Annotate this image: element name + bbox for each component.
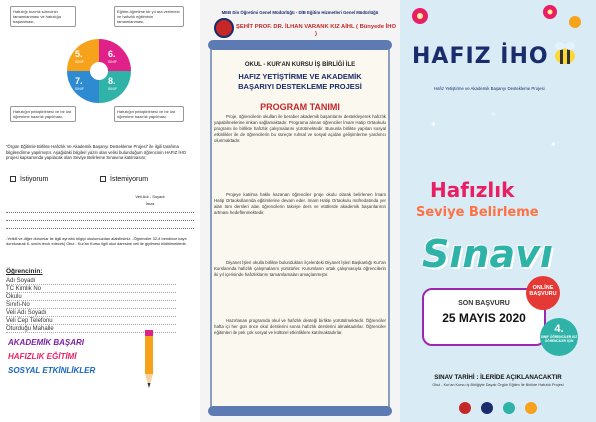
label-hafizlik: HAFIZLIK EĞİTİMİ <box>8 352 77 361</box>
info-box-7: Hafızlığın pekiştirilmesi ve bir üst öğrenime hazırlık yapılması, <box>10 106 76 122</box>
online-badge: ONLİNE BAŞVURU <box>526 276 560 310</box>
school-logo-icon <box>214 18 234 38</box>
divider <box>6 212 194 213</box>
grade-badge <box>540 318 578 356</box>
grade-7: 7. <box>75 76 83 86</box>
headline-hafizlik: Hafızlık <box>430 178 515 202</box>
signature-label: İmza <box>145 201 155 206</box>
school-name: ŞEHİT PROF. DR. İLHAN VARANK KIZ AİHL ( Bünyede İHO ) <box>236 24 396 37</box>
school-logo-icon <box>503 402 515 414</box>
grade-infographic <box>4 6 194 136</box>
grade-8: 8. <box>108 76 116 86</box>
bee-icon <box>550 40 580 68</box>
footer-text: Okul - Kur'an Kursu İş Birliğiyle Dayalı Örgün Eğitim İle Birlikte Hafızlık Projesi <box>432 383 564 387</box>
choice-yes-label: İstiyorum <box>20 176 49 183</box>
paragraph-2: Projeye katılma hakkı kazanan öğrenciler proje okulu olarak belirlenen İmam Hatip Ortaokullarında eğitimlerine devam eder. İmam Hatip Ortaokulu müfredatında yer alan tüm dersleri alan öğrencilerin takviye ders ve etütlerde akademik başarılarının artması hedeflenmektedir. <box>214 192 386 215</box>
cover-panel <box>400 0 596 422</box>
grade-note: SINIF ÖĞRENCİLER KIZ ÖĞRENCİLER İÇİN <box>540 335 578 343</box>
choice-yes[interactable] <box>10 176 48 183</box>
form-field-parent[interactable]: Veli Adı Soyadı <box>6 310 176 317</box>
form-field-class[interactable]: Sınıfı-No <box>6 302 176 309</box>
left-panel <box>0 0 200 422</box>
hafiz-iho-logo: HAFIZ İHO <box>412 44 549 69</box>
tagline: Hafız Yetiştirme ve Akademik Başarıyı Destekleme Projesi <box>434 86 545 91</box>
form-field-school[interactable]: Okulu <box>6 294 176 301</box>
grade-5: 5. <box>75 49 83 59</box>
grade-word-5: SINIF <box>75 60 84 64</box>
info-note: -Yetkili ve diğer durumlar ile ilgili ayrıntılı bilgiyi okulumuzdan alabilirsiniz. -Öğrenciler 32-4 bendince kayıt dondurarak 6. sınıfa terch edecek) Okul - Kur'an Kursu ilgili okul daresine veli ile giyilmesi bildirilmektedir. <box>6 236 187 246</box>
meb-logo-icon <box>459 402 471 414</box>
grade-6: 6. <box>108 49 116 59</box>
label-academic: AKADEMİK BAŞARI <box>8 338 84 347</box>
info-box-8: Hafızlığın pekiştirilmesi ve bir üst öğrenime hazırlık yapılması. <box>114 106 184 122</box>
choice-no-label: İstemiyorum <box>110 176 149 183</box>
flower-decoration-icon <box>400 0 596 40</box>
form-field-name[interactable]: Adı Soyadı <box>6 278 176 285</box>
project-logo-icon <box>525 402 537 414</box>
paragraph-1: Proje, öğrencilerin okulları ile beraber akademik başarılarını destekleyerek hafızlık yapabilmelerine imkan sağlamaktadır. Programa alınan öğrenciler İmam Hatip Ortaokulu programı ile birlikte hafızlık çalışmalarını yürütmektedir. Bununla birlikte yapılan sosyal etkinlikler ile de öğrencilerin bu süreçte ruhsal ve sosyal açıdan gelişimlerine yardımcı olunmaktadır. <box>214 114 386 143</box>
sparkle-icon: ✦ <box>430 120 437 129</box>
deadline-date: 25 MAYIS 2020 <box>442 311 526 325</box>
form-field-phone[interactable]: Veli Cep Telefonu <box>6 318 176 325</box>
diyanet-logo-icon <box>481 402 493 414</box>
project-title: HAFIZ YETİŞTİRME VE AKADEMİK BAŞARIYI DESTEKLEME PROJESİ <box>238 72 362 91</box>
exam-date: SINAV TARİHİ : İLERİDE AÇIKLANACAKTIR <box>434 374 562 381</box>
student-form-title: Öğrencinin: <box>6 268 43 275</box>
checkbox-icon[interactable] <box>10 176 16 182</box>
paragraph-3: Diyanet İşleri okulla birlikte bulundukları ilçelerdeki Diyanet İşleri Başkanlığı Kur'an Kurslarında hafızlık çalışmalarını yürütürler. Kurumların ortak çalışmasıyla öğrencilerin iki yıl içerisinde hafızlıklarını tamamlamaları amaçlanmıştır. <box>214 260 386 277</box>
program-scroll <box>210 44 390 412</box>
grade-word-8: SINIF <box>108 87 117 91</box>
deadline-label: SON BAŞVURU <box>458 300 510 307</box>
grade-word-7: SINIF <box>75 87 84 91</box>
grade-number: 4. <box>554 323 564 335</box>
headline-seviye: Seviye Belirleme <box>416 205 539 220</box>
consent-intro: “Örgün Eğitimle Birlikte Hafızlık Ve Akademik Başarıyı Destekleme Projesi” ile ilgili tarafıma bilgilendirme yapılmıştır. Aşağıdaki bilgileri yazılı olan velisi bulunduğum öğrencinin HAFIZ İHO projesi kapsamında yapılacak olan Seviye Belirleme Sınavına katılmasını; <box>6 144 187 161</box>
grade-word-6: SINIF <box>108 60 117 64</box>
form-field-tc[interactable]: TC Kimlik No <box>6 286 176 293</box>
choice-no[interactable] <box>100 176 148 183</box>
middle-panel <box>200 0 400 422</box>
form-field-neighborhood[interactable]: Oturduğu Mahalle <box>6 326 176 333</box>
program-title: PROGRAM TANIMI <box>260 102 340 112</box>
grade-circle-chart <box>4 6 194 136</box>
subtitle: OKUL - KUR'AN KURSU İŞ BİRLİĞİ İLE <box>244 62 356 68</box>
divider <box>6 228 194 229</box>
ministry-text: MEB Din Öğretimi Genel Müdürlüğü - DİB Eğitim Hizmetleri Genel Müdürlüğü <box>221 10 379 15</box>
checkbox-icon[interactable] <box>100 176 106 182</box>
paragraph-4: Hazırlanan programda okul ve hafızlık desteği birlikte yürütülmektedir. Öğrenciler hafta içi her gün önce okul derslerini sonra hafızlık derslerini almaktadırlar. Öğrenciler eğitimleri ile pek çok sosyal ve kültürel etkinliklere katılmaktadırlar. <box>214 318 386 335</box>
info-box-5: Hafızlığı hızırlık sürecinin tamamlanması ve hafızlığa başlanması, <box>10 6 76 27</box>
divider <box>6 220 194 221</box>
sparkle-icon: ✦ <box>550 140 557 149</box>
footer-logos <box>400 402 596 414</box>
pencil-icon <box>140 330 158 390</box>
headline-sinavi: Sınavı <box>422 232 553 276</box>
sparkle-icon: ✧ <box>490 110 497 119</box>
info-box-6: Eğitim-öğretime bir yıl ara verilmesi ve hafızlık eğitiminin tamamlanması, <box>114 6 184 27</box>
label-social: SOSYAL ETKİNLİKLER <box>8 366 96 375</box>
parent-name-label: Veli Adı - Soyadı <box>135 194 165 199</box>
